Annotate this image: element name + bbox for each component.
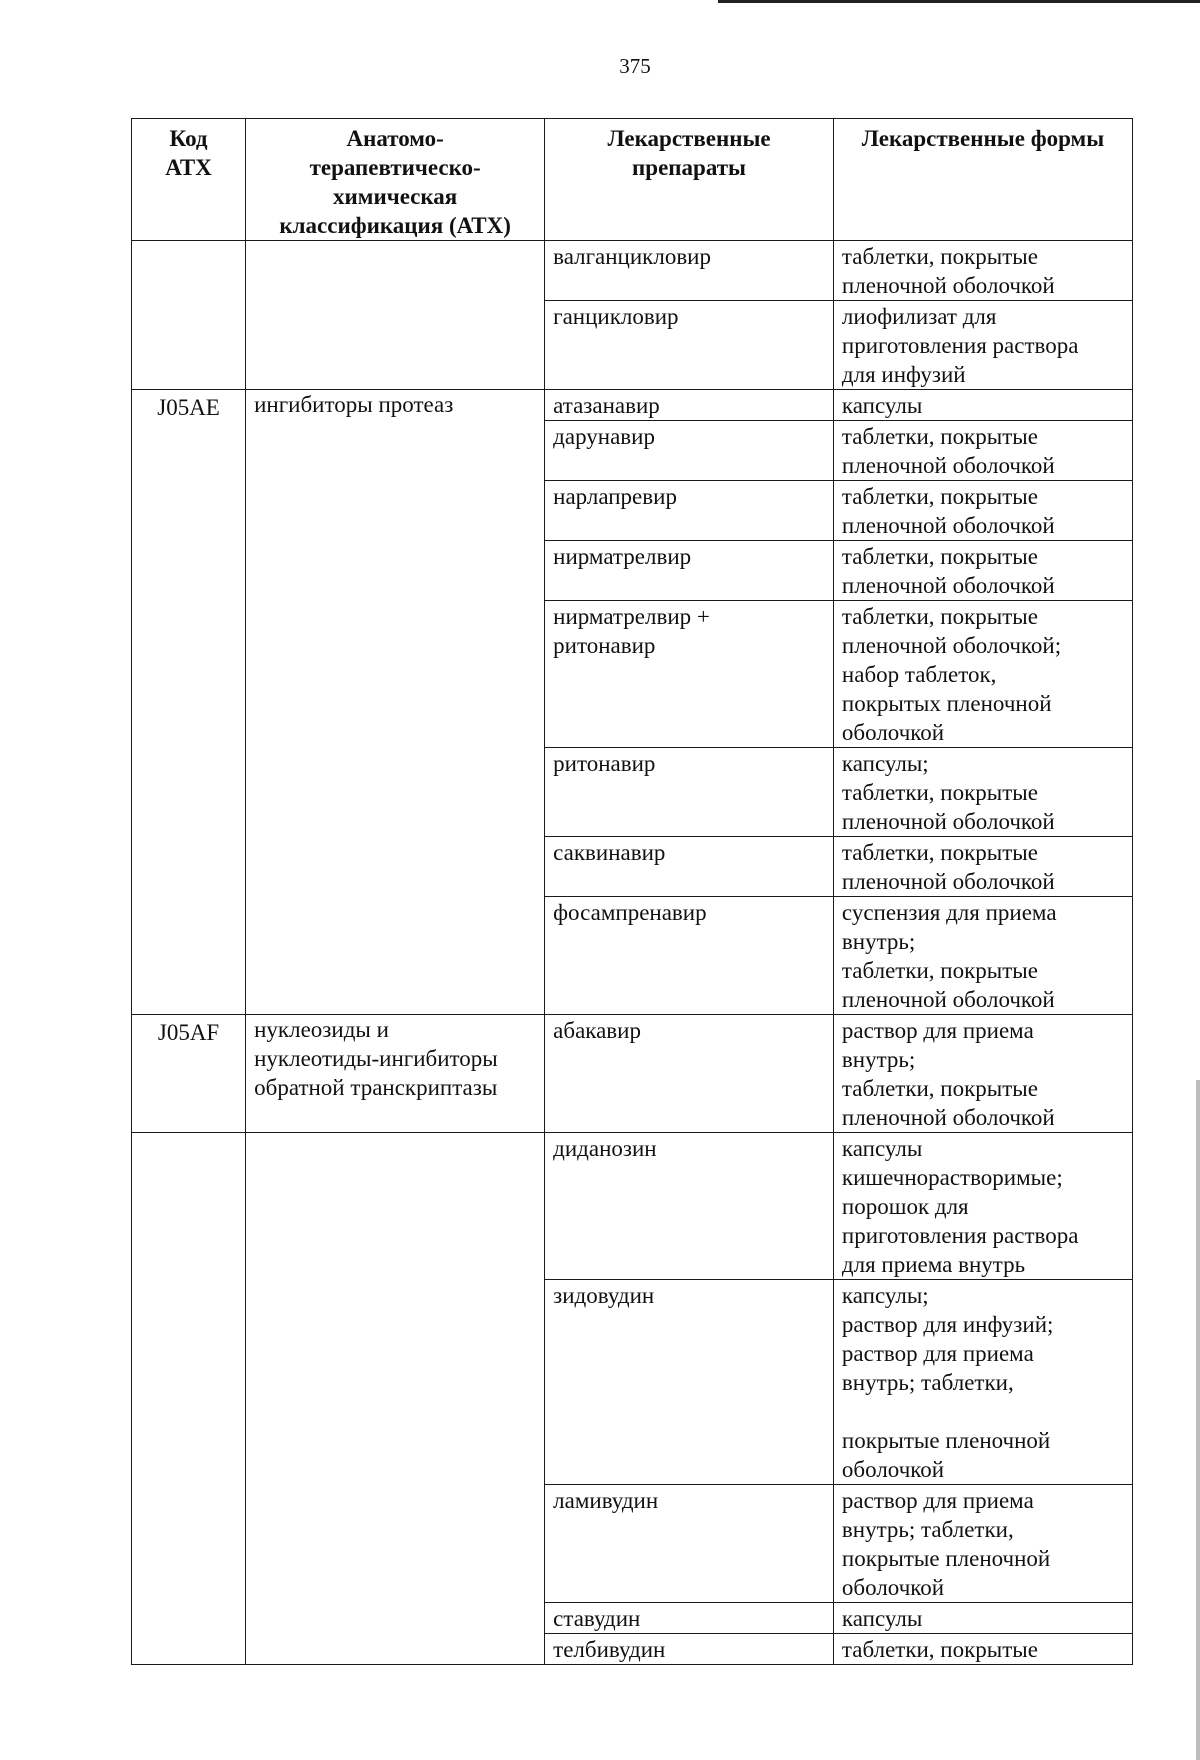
atc-code-cell: J05AE	[132, 390, 246, 1015]
dosage-form-cell: суспензия для приема внутрь; таблетки, покрытые пленочной оболочкой	[833, 897, 1132, 1015]
table-row	[132, 1133, 1133, 1280]
header-atc-classification: Анатомо- терапевтическо- химическая классификация (АТХ)	[246, 119, 545, 241]
drug-cell: диданозин	[545, 1133, 834, 1280]
drug-cell: нирматрелвир	[545, 541, 834, 601]
drug-cell: атазанавир	[545, 390, 834, 421]
drug-cell: фосампренавир	[545, 897, 834, 1015]
drug-cell: ганцикловир	[545, 301, 834, 390]
drug-cell: саквинавир	[545, 837, 834, 897]
dosage-form-cell: таблетки, покрытые пленочной оболочкой	[833, 837, 1132, 897]
atc-class-cell: ингибиторы протеаз	[246, 390, 545, 1015]
code-cell-empty	[132, 241, 246, 390]
drug-cell: дарунавир	[545, 421, 834, 481]
dosage-form-cell: таблетки, покрытые пленочной оболочкой	[833, 421, 1132, 481]
dosage-form-cell: капсулы; таблетки, покрытые пленочной оболочкой	[833, 748, 1132, 837]
atc-drug-table	[131, 118, 1133, 1665]
atc-code-cell: J05AF	[132, 1015, 246, 1133]
page-number: 375	[619, 54, 651, 78]
dosage-form-cell: раствор для приема внутрь; таблетки, покрытые пленочной оболочкой	[833, 1485, 1132, 1603]
dosage-form-cell: таблетки, покрытые пленочной оболочкой	[833, 541, 1132, 601]
dosage-form-cell: таблетки, покрытые пленочной оболочкой	[833, 241, 1132, 301]
header-drugs: Лекарственные препараты	[545, 119, 834, 241]
dosage-form-cell: капсулы	[833, 1603, 1132, 1634]
drug-cell: ламивудин	[545, 1485, 834, 1603]
table-header-row	[132, 119, 1133, 241]
drug-cell: телбивудин	[545, 1634, 834, 1665]
drug-cell: нирматрелвир + ритонавир	[545, 601, 834, 748]
drug-cell: ставудин	[545, 1603, 834, 1634]
table-row	[132, 241, 1133, 301]
dosage-form-cell: таблетки, покрытые	[833, 1634, 1132, 1665]
dosage-form-cell: лиофилизат для приготовления раствора для инфузий	[833, 301, 1132, 390]
drug-cell: абакавир	[545, 1015, 834, 1133]
drug-cell: ритонавир	[545, 748, 834, 837]
atc-class-cell: нуклеозиды и нуклеотиды-ингибиторы обратной транскриптазы	[246, 1015, 545, 1133]
dosage-form-cell: капсулы; раствор для инфузий; раствор для приема внутрь; таблетки, покрытые пленочной оболочкой	[833, 1280, 1132, 1485]
class-cell-empty	[246, 1133, 545, 1665]
drug-cell: зидовудин	[545, 1280, 834, 1485]
drug-cell: нарлапревир	[545, 481, 834, 541]
header-atc-code: Код АТХ	[132, 119, 246, 241]
scan-edge-right	[1196, 1080, 1200, 1760]
table-row	[132, 1015, 1133, 1133]
dosage-form-cell: таблетки, покрытые пленочной оболочкой	[833, 481, 1132, 541]
header-dosage-forms: Лекарственные формы	[833, 119, 1132, 241]
dosage-form-cell: таблетки, покрытые пленочной оболочкой; набор таблеток, покрытых пленочной оболочкой	[833, 601, 1132, 748]
code-cell-empty	[132, 1133, 246, 1665]
dosage-form-cell: капсулы кишечнорастворимые; порошок для приготовления раствора для приема внутрь	[833, 1133, 1132, 1280]
table-row	[132, 390, 1133, 421]
drug-cell: валганцикловир	[545, 241, 834, 301]
dosage-form-cell: раствор для приема внутрь; таблетки, покрытые пленочной оболочкой	[833, 1015, 1132, 1133]
class-cell-empty	[246, 241, 545, 390]
dosage-form-cell: капсулы	[833, 390, 1132, 421]
scan-edge-top	[718, 0, 1200, 3]
